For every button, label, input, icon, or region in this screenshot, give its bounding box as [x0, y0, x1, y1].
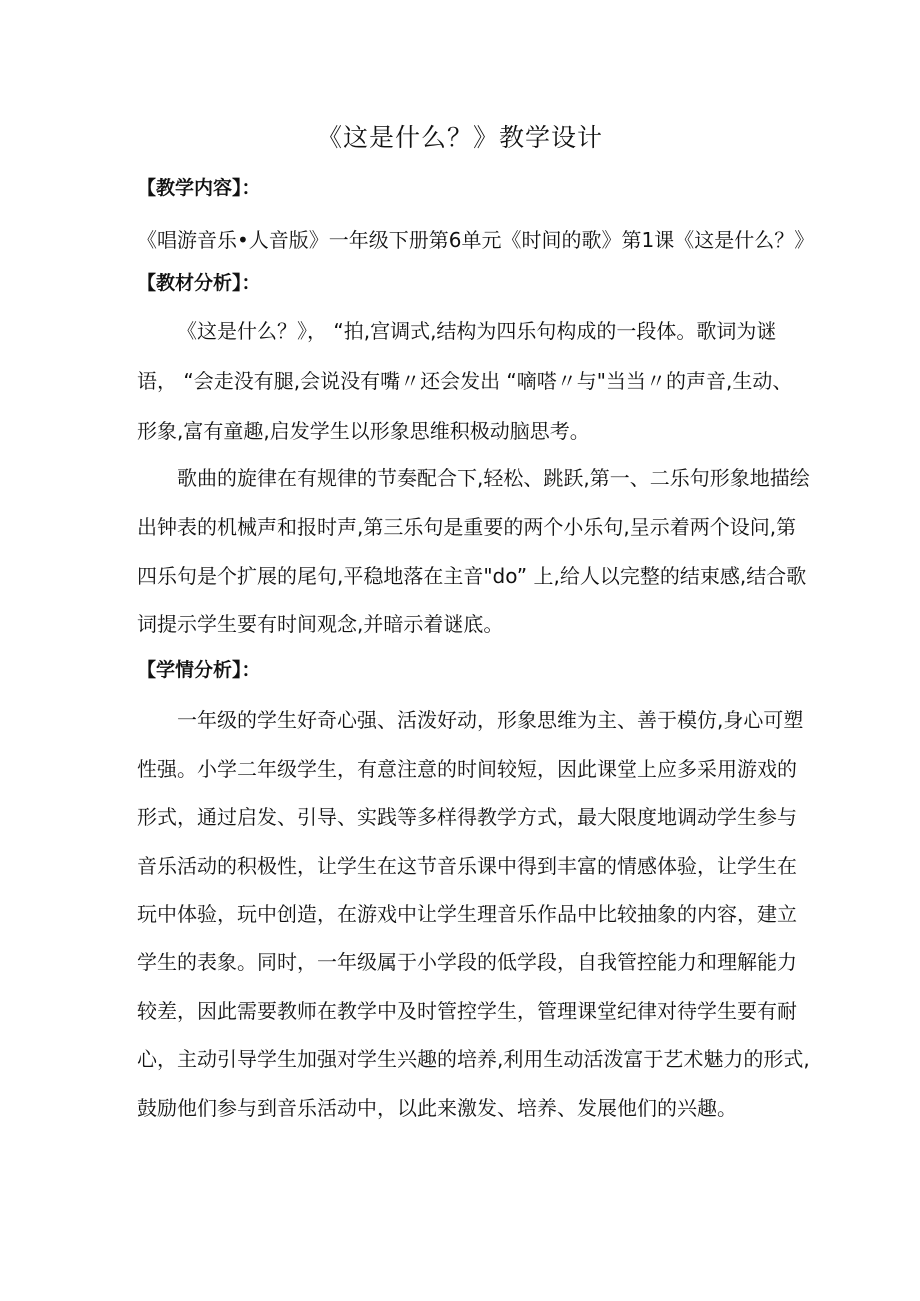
- section-heading-teaching-content: 【教学内容】：: [137, 177, 261, 199]
- body-line: 形式，通过启发、引导、实践等多样得教学方式，最大限度地调动学生参与: [137, 805, 797, 829]
- body-line: 性强。小学二年级学生，有意注意的时间较短，因此课堂上应多采用游戏的: [137, 757, 797, 781]
- section-heading-learner-analysis: 【学情分析】：: [137, 659, 261, 681]
- body-line: 形象,富有童趣,启发学生以形象思维积极动脑思考。: [137, 419, 590, 443]
- body-line: 语， “会走没有腿,会说没有嘴〃还会发出 “嘀嗒〃与"当当〃的声音,生动、: [137, 369, 793, 393]
- body-line: 学生的表象。同时，一年级属于小学段的低学段，自我管控能力和理解能力: [137, 950, 797, 974]
- body-line: 出钟表的机械声和报时声,第三乐句是重要的两个小乐句,呈示着两个设问,第: [137, 515, 797, 539]
- body-line: 《这是什么？》， “拍,宫调式,结构为四乐句构成的一段体。歌词为谜: [177, 319, 777, 343]
- body-line: 玩中体验，玩中创造，在游戏中让学生理音乐作品中比较抽象的内容，建立: [137, 902, 797, 926]
- body-line: 歌曲的旋律在有规律的节奏配合下,轻松、跳跃,第一、二乐句形象地描绘: [177, 466, 810, 490]
- body-line: 心，主动引导学生加强对学生兴趣的培养,利用生动活泼富于艺术魅力的形式,: [137, 1047, 810, 1071]
- body-line: 鼓励他们参与到音乐活动中，以此来激发、培养、发展他们的兴趣。: [137, 1096, 737, 1120]
- body-line: 《唱游音乐•人音版》一年级下册第6单元《时间的歌》第1课《这是什么？》: [137, 228, 815, 252]
- body-line: 四乐句是个扩展的尾句,平稳地落在主音"do” 上,给人以完整的结束感,结合歌: [137, 564, 807, 588]
- body-line: 较差，因此需要教师在教学中及时管控学生，管理课堂纪律对待学生要有耐: [137, 999, 797, 1023]
- body-line: 一年级的学生好奇心强、活泼好动，形象思维为主、善于模仿,身心可塑: [177, 708, 804, 732]
- document-title: 《这是什么？》教学设计: [316, 123, 603, 152]
- body-line: 音乐活动的积极性，让学生在这节音乐课中得到丰富的情感体验，让学生在: [137, 854, 797, 878]
- section-heading-material-analysis: 【教材分析】：: [137, 272, 261, 294]
- body-line: 词提示学生要有时间观念,并暗示着谜底。: [137, 612, 504, 636]
